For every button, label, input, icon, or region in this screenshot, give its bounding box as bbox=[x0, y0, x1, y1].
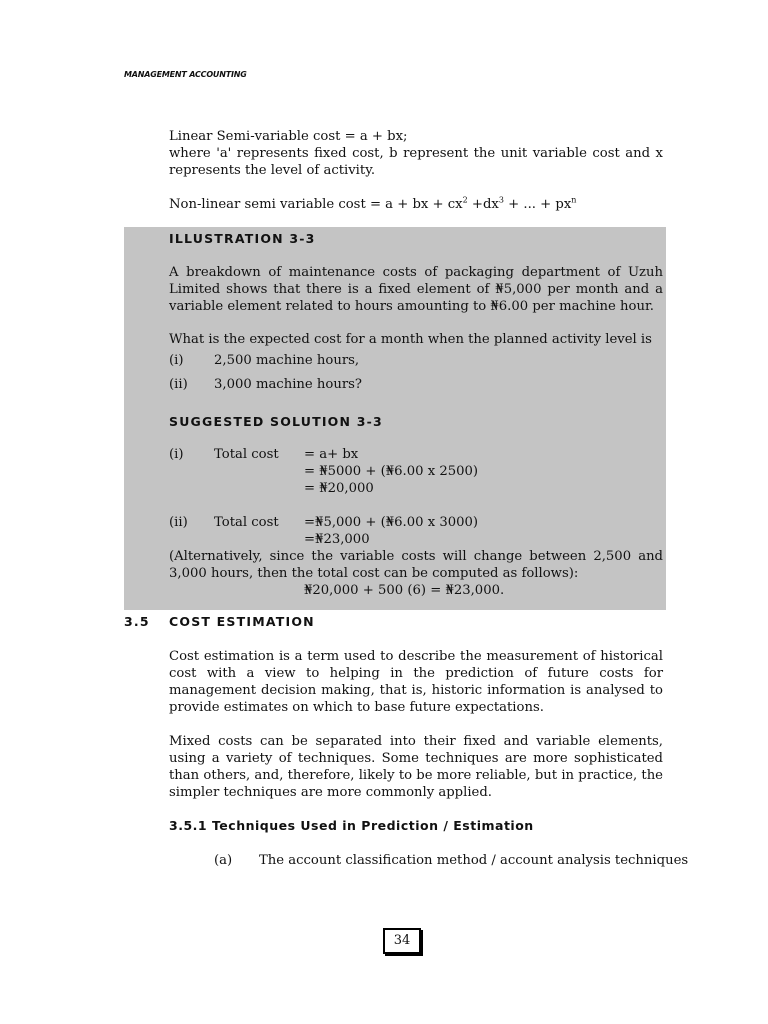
illustration-item: (i) 2,500 machine hours, bbox=[169, 353, 360, 368]
nonlinear-formula: Non-linear semi variable cost = a + bx + $cx^2 +dx^3$ + ... + $px^n$ bbox=[169, 195, 577, 212]
section-paragraph-1: Cost estimation is a term used to describe the measurement of historical cost with a view to helping in the prediction of future costs for management decision making, that is, historic information is analysed to provide estimates on which to base future expectations. bbox=[169, 649, 663, 715]
illustration-paragraph: A breakdown of maintenance costs of packaging department of Uzuh Limited shows that there is a fixed element of ₦5,000 per month and a variable element related to hours amounting to ₦6.00 per machine hour. bbox=[169, 265, 663, 314]
section-title: COST ESTIMATION bbox=[169, 614, 315, 629]
solution-alternative: (Alternatively, since the variable costs will change between 2,500 and 3,000 hours, then the total cost can be computed as follows): bbox=[169, 549, 663, 581]
subsection-title: 3.5.1 Techniques Used in Prediction / Estimation bbox=[169, 818, 534, 833]
illustration-item: (ii) 3,000 machine hours? bbox=[169, 377, 362, 392]
solution-part-1: (i) Total cost = a+ bx = ₦5000 + (₦6.00 x 2500) = ₦20,000 bbox=[169, 447, 479, 496]
page-number: 34 bbox=[383, 928, 421, 954]
running-header: MANAGEMENT ACCOUNTING bbox=[124, 70, 247, 79]
illustration-question: What is the expected cost for a month when the planned activity level is bbox=[169, 332, 652, 347]
solution-title: SUGGESTED SOLUTION 3-3 bbox=[169, 414, 383, 429]
formula-explanation: where 'a' represents fixed cost, b represent the unit variable cost and x represents the level of activity. bbox=[169, 146, 663, 178]
linear-formula: Linear Semi-variable cost = a + bx; bbox=[169, 129, 408, 144]
section-number: 3.5 bbox=[124, 614, 150, 629]
illustration-title: ILLUSTRATION 3-3 bbox=[169, 231, 316, 246]
technique-item-text: The account classification method / account analysis techniques bbox=[259, 853, 689, 868]
solution-part-2: (ii) Total cost =₦5,000 + (₦6.00 x 3000) =₦23,000 bbox=[169, 515, 479, 547]
alternative-calculation: ₦20,000 + 500 (6) = ₦23,000. bbox=[304, 583, 505, 598]
section-paragraph-2: Mixed costs can be separated into their fixed and variable elements, using a variety of techniques. Some techniques are more sophisticated than others, and, therefore, likely to be more reliable, but in practice, the simpler techniques are more commonly applied. bbox=[169, 734, 663, 800]
technique-item-num: (a) bbox=[214, 853, 233, 868]
